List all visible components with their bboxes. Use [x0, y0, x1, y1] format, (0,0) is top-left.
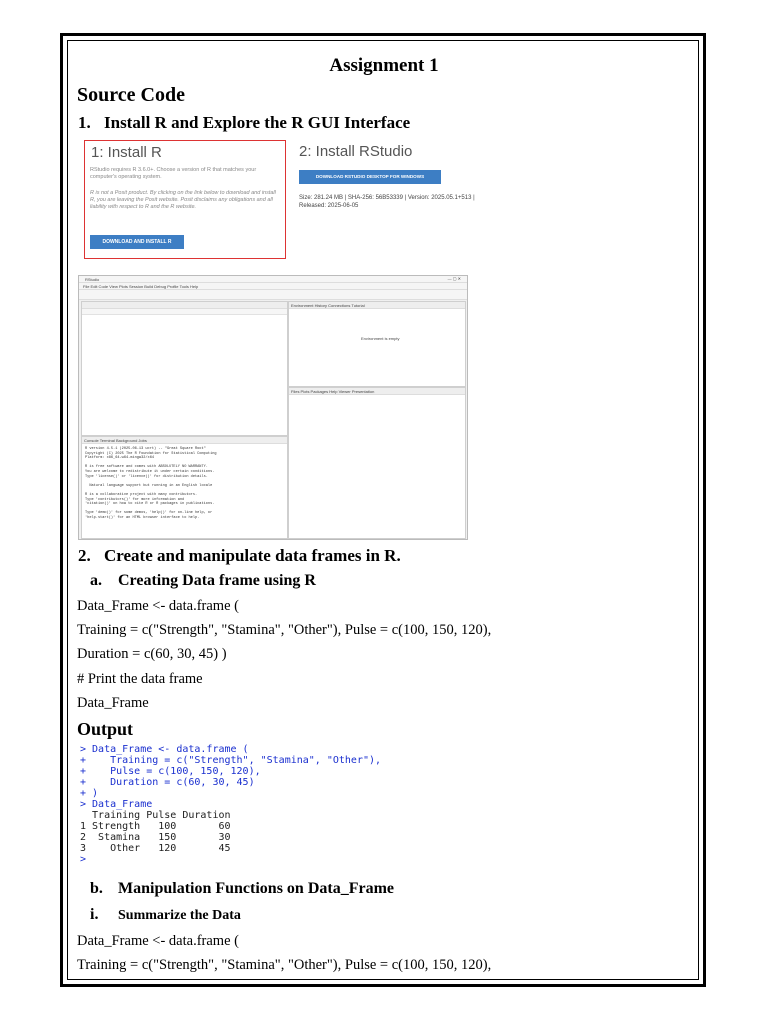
section-1-heading: Install R and Explore the R GUI Interface: [104, 113, 411, 132]
rstudio-console-line: Copyright (C) 2025 The R Foundation for Statistical Computing: [85, 451, 217, 456]
console-output-line: + Training = c("Strength", "Stamina", "Other"),: [80, 755, 382, 766]
subsection-i-heading: Summarize the Data: [118, 908, 241, 923]
code-line: Data_Frame <- data.frame (: [77, 598, 239, 614]
rstudio-console-line: Natural language support but running in an English locale: [85, 483, 213, 488]
install-r-panel: [84, 140, 286, 259]
rstudio-console-line: R version 4.5.1 (2025-06-13 ucrt) -- "Great Square Root": [85, 447, 206, 451]
install-r-requirement-text: RStudio requires R 3.6.0+. Choose a version of R that matches your computer's operating system.: [90, 167, 257, 180]
rstudio-menu[interactable]: File Edit Code View Plots Session Build Debug Profile Tools Help: [83, 283, 199, 289]
console-output-line: + Duration = c(60, 30, 45): [80, 777, 255, 788]
rstudio-console-line: You are welcome to redistribute it under certain conditions.: [85, 470, 215, 474]
console-output-line: > Data_Frame: [80, 799, 153, 810]
rstudio-released-line: Released: 2025-06-05: [299, 203, 359, 209]
console-output-line: >: [80, 854, 93, 865]
rstudio-console-line: Type 'demo()' for some demos, 'help()' for on-line help, or: [85, 511, 213, 516]
rstudio-console-line: R is free software and comes with ABSOLUTELY NO WARRANTY.: [85, 465, 208, 470]
rstudio-console-line: 'help.start()' for an HTML browser interface to help.: [85, 516, 200, 520]
rstudio-console-line: R is a collaborative project with many contributors.: [85, 493, 198, 497]
code-line: Training = c("Strength", "Stamina", "Other"), Pulse = c(100, 150, 120),: [77, 622, 492, 638]
environment-empty-text: Environment is empty: [361, 336, 400, 341]
install-r-title: 1: Install R: [91, 144, 162, 161]
files-tabs-bar: [289, 388, 465, 395]
environment-pane[interactable]: [288, 301, 466, 387]
download-install-r-button[interactable]: DOWNLOAD AND INSTALL R: [90, 235, 184, 249]
install-rstudio-title: 2: Install RStudio: [299, 143, 413, 160]
code-line: Data_Frame: [77, 695, 149, 711]
files-pane[interactable]: [288, 387, 466, 539]
console-output-line: > Data_Frame <- data.frame (: [80, 744, 249, 755]
output-heading: Output: [77, 719, 134, 739]
subsection-i-label: i.: [90, 906, 99, 923]
subsection-a-heading: Creating Data frame using R: [118, 572, 316, 589]
r-console-output-screenshot: [80, 744, 380, 872]
section-2-number: 2.: [78, 546, 91, 565]
source-code-heading: Source Code: [77, 84, 185, 106]
source-pane[interactable]: [81, 301, 288, 436]
rstudio-toolbar: [79, 290, 467, 300]
source-toolbar: [82, 309, 287, 315]
rstudio-screenshot: [78, 275, 468, 540]
console-tabs-bar: [82, 437, 287, 444]
download-rstudio-button[interactable]: DOWNLOAD RSTUDIO DESKTOP FOR WINDOWS: [299, 170, 441, 184]
console-tabs[interactable]: Console Terminal Background Jobs: [84, 437, 147, 443]
rstudio-window-title: RStudio: [85, 276, 100, 282]
environment-tabs-bar: [289, 302, 465, 309]
install-r-disclaimer-text: R is not a Posit product. By clicking on the link below to download and install R, you are leaving the Posit website. Posit disclaims any obligations and all liability with respect to R and the R website.: [90, 190, 276, 210]
console-output-line: 1 Strength 100 60: [80, 821, 231, 832]
window-controls-icon[interactable]: — ▢ ✕: [447, 276, 461, 281]
console-output-line: + ): [80, 788, 99, 799]
console-output-line: Training Pulse Duration: [80, 810, 231, 821]
source-pane-tabs: [82, 302, 287, 309]
section-1-number: 1.: [78, 113, 91, 132]
rstudio-menubar: [79, 283, 467, 290]
code-line: Duration = c(60, 30, 45) ): [77, 646, 227, 662]
code-line: Data_Frame <- data.frame (: [77, 933, 239, 949]
code-line: Training = c("Strength", "Stamina", "Other"), Pulse = c(100, 150, 120),: [77, 957, 492, 973]
rstudio-console-line: 'citation()' on how to cite R or R packages in publications.: [85, 502, 215, 507]
console-pane[interactable]: [81, 436, 288, 539]
rstudio-console-line: Platform: x86_64-w64-mingw32/x64: [85, 456, 155, 461]
rstudio-console-line: Type 'contributors()' for more information and: [85, 497, 185, 502]
files-tabs[interactable]: Files Plots Packages Help Viewer Presentation: [291, 388, 375, 394]
subsection-a-label: a.: [90, 572, 102, 589]
console-output-line: 3 Other 120 45: [80, 843, 231, 854]
code-comment: # Print the data frame: [77, 671, 203, 687]
environment-tabs[interactable]: Environment History Connections Tutorial: [291, 302, 365, 308]
console-output-line: 2 Stamina 150 30: [80, 832, 231, 843]
console-output-line: + Pulse = c(100, 150, 120),: [80, 766, 261, 777]
rstudio-console-line: Type 'license()' or 'licence()' for distribution details.: [85, 474, 208, 479]
rstudio-titlebar: [79, 276, 467, 283]
subsection-b-heading: Manipulation Functions on Data_Frame: [118, 880, 395, 897]
section-2-heading: Create and manipulate data frames in R.: [104, 546, 401, 565]
rstudio-size-line: Size: 281.24 MB | SHA-256: 56B53339 | Version: 2025.05.1+513 |: [299, 195, 475, 201]
subsection-b-label: b.: [90, 880, 103, 897]
document-title: Assignment 1: [329, 55, 439, 76]
